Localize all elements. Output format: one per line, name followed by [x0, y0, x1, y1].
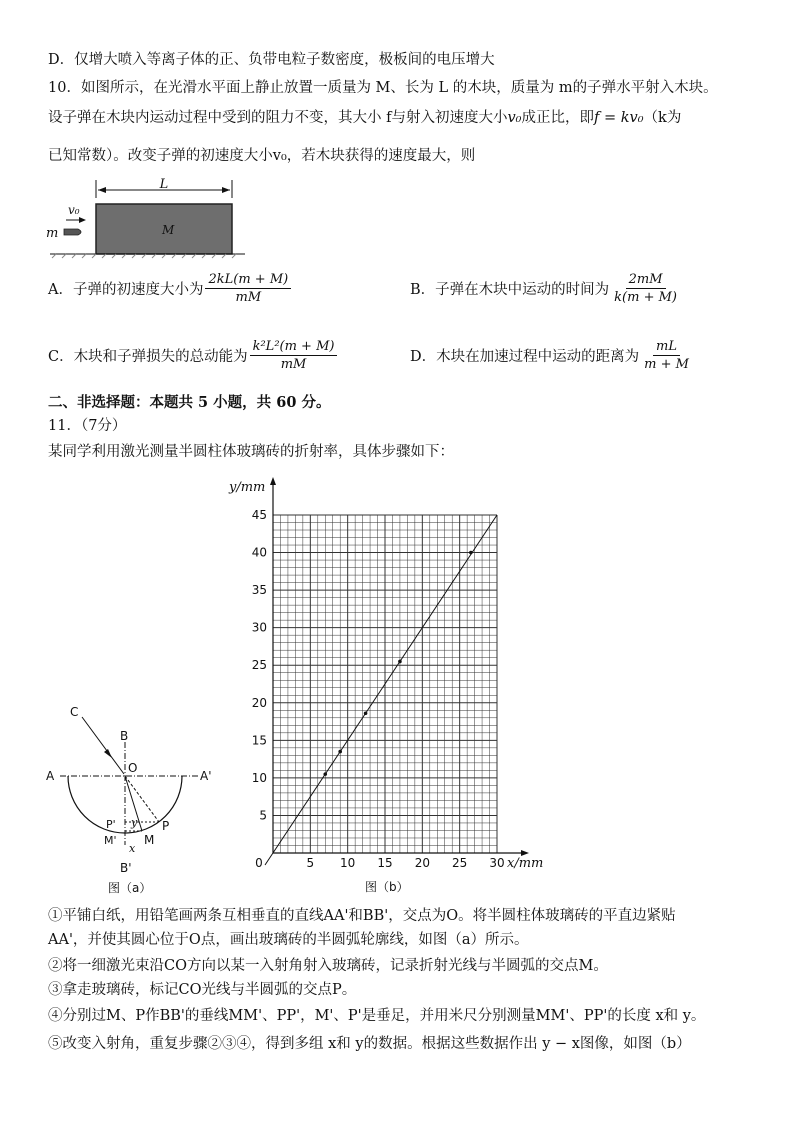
- fig-a-label-P: P: [162, 819, 170, 833]
- y-tick-label: 15: [251, 733, 267, 748]
- fig-a-label-x: x: [129, 842, 136, 855]
- q10-option-c-den: mM: [280, 357, 307, 372]
- data-point: [364, 711, 368, 715]
- bullet: [64, 229, 81, 235]
- q10-option-d-frac: [641, 338, 692, 373]
- fig-a-label-C: C: [70, 705, 79, 719]
- q10-option-d[interactable]: [410, 338, 694, 373]
- q10-option-c-frac: [250, 338, 338, 373]
- q10-option-a[interactable]: [48, 271, 293, 306]
- fig-a-label-P2: P': [106, 818, 116, 831]
- fig-a-label-O: O: [128, 761, 138, 775]
- q10-stem-line2: [48, 108, 681, 128]
- q11-step-1b: AA'，并使其圆心位于O点，画出玻璃砖的半圆弧轮廓线，如图（a）所示。: [48, 932, 529, 948]
- data-point: [323, 772, 327, 776]
- q11-step-1a: ①平铺白纸，用铅笔画两条互相垂直的直线AA'和BB'，交点为O。将半圆柱体玻璃砖的平直边紧贴: [48, 908, 676, 924]
- y-tick-label: 5: [259, 808, 267, 823]
- x-tick-label: 5: [306, 856, 315, 870]
- x-tick-label: 25: [452, 856, 468, 870]
- x-tick-label: 0: [255, 856, 263, 870]
- fig-b-caption: 图（b）: [365, 880, 409, 894]
- q10-option-c[interactable]: [48, 338, 339, 373]
- y-tick-label: 10: [251, 770, 267, 785]
- q10-stem-v0: v₀: [507, 110, 522, 126]
- q10-figure: [40, 176, 250, 266]
- q10-stem-mid: 成正比，即: [521, 110, 594, 126]
- y-tick-label: 30: [251, 620, 267, 635]
- y-axis-label: y/mm: [229, 480, 266, 495]
- q10-fig-mass-label: M: [162, 223, 175, 237]
- q10-fig-bullet-label: m: [46, 226, 59, 241]
- q10-option-d-num: mL: [653, 338, 680, 356]
- section2-heading: 二、非选择题：本题共 5 小题，共 60 分。: [48, 394, 331, 411]
- q10-option-b-frac: [611, 271, 680, 306]
- fig-a-label-M: M: [144, 833, 155, 847]
- q10-fig-length-label: L: [159, 177, 169, 192]
- x-tick-label: 15: [377, 856, 393, 870]
- q10-stem-line3: 已知常数）。改变子弹的初速度大小v₀，若木块获得的速度最大，则: [48, 148, 476, 164]
- fig-a-label-B2: B': [120, 861, 132, 875]
- q10-option-c-text: C．木块和子弹损失的总动能为: [48, 349, 248, 365]
- q10-option-a-den: mM: [235, 290, 262, 305]
- q10-option-b[interactable]: [410, 271, 682, 306]
- fig-a-label-B: B: [120, 729, 129, 743]
- q10-option-a-text: A．子弹的初速度大小为: [48, 282, 204, 298]
- q11-step-3: ③拿走玻璃砖，标记CO光线与半圆弧的交点P。: [48, 982, 357, 998]
- x-tick-label: 20: [414, 856, 430, 870]
- fig-a-label-y: y: [131, 816, 138, 829]
- q10-fig-velocity-label: v₀: [68, 203, 80, 217]
- fig-a-label-A2: A': [200, 769, 212, 783]
- q11-figure-a: [40, 700, 230, 900]
- q11-step-2: ②将一细激光束沿CO方向以某一入射角射入玻璃砖，记录折射光线与半圆弧的交点M。: [48, 958, 608, 974]
- q11-intro: 某同学利用激光测量半圆柱体玻璃砖的折射率，具体步骤如下：: [48, 444, 454, 460]
- q11-step-5: ⑤改变入射角，重复步骤②③④，得到多组 x和 y的数据。根据这些数据作出 y − x图像，如图（b）: [48, 1036, 691, 1052]
- q10-option-c-num: k²L²(m + M): [250, 338, 338, 356]
- q10-option-b-den: k(m + M): [614, 290, 677, 305]
- y-tick-label: 35: [251, 583, 267, 598]
- q11-figure-b-chart: [225, 475, 565, 900]
- fig-a-caption: 图（a）: [108, 881, 152, 895]
- q10-stem-eq: f = kv₀: [594, 110, 644, 126]
- q10-stem-pre: 设子弹在木块内运动过程中受到的阻力不变，其大小 f与射入初速度大小: [48, 110, 508, 126]
- q10-option-b-text: B．子弹在木块中运动的时间为: [410, 282, 610, 298]
- q10-option-a-num: 2kL(m + M): [205, 271, 291, 289]
- q11-number: 11．（7分）: [48, 418, 127, 434]
- q10-option-b-num: 2mM: [626, 271, 666, 289]
- y-axis-arrow: [270, 477, 276, 485]
- q11-step-4: ④分别过M、P作BB'的垂线MM'、PP'，M'、P'是垂足，并用米尺分别测量MM'、PP'的长度 x和 y。: [48, 1008, 706, 1024]
- y-tick-label: 45: [251, 508, 267, 522]
- y-tick-label: 40: [251, 545, 267, 560]
- fig-a-label-M2: M': [104, 834, 117, 847]
- q10-option-d-den: m + M: [644, 357, 689, 372]
- q10-option-d-text: D．木块在加速过程中运动的距离为: [410, 349, 640, 365]
- data-point: [338, 750, 342, 754]
- x-tick-label: 10: [340, 856, 356, 870]
- fig-a-label-A: A: [46, 769, 55, 783]
- x-axis-label: x/mm: [507, 856, 544, 871]
- x-tick-label: 30: [489, 856, 505, 870]
- data-point: [398, 660, 402, 664]
- y-tick-label: 20: [251, 695, 267, 710]
- data-point: [469, 551, 473, 555]
- q10-stem-post: （k为: [643, 110, 682, 126]
- y-tick-label: 25: [251, 658, 267, 673]
- q10-option-a-frac: [205, 271, 291, 306]
- q10-stem-line1: 10．如图所示，在光滑水平面上静止放置一质量为 M、长为 L 的木块，质量为 m的子弹水平射入木块。: [48, 80, 718, 96]
- q9-option-d: D．仅增大喷入等离子体的正、负带电粒子数密度，极板间的电压增大: [48, 52, 495, 68]
